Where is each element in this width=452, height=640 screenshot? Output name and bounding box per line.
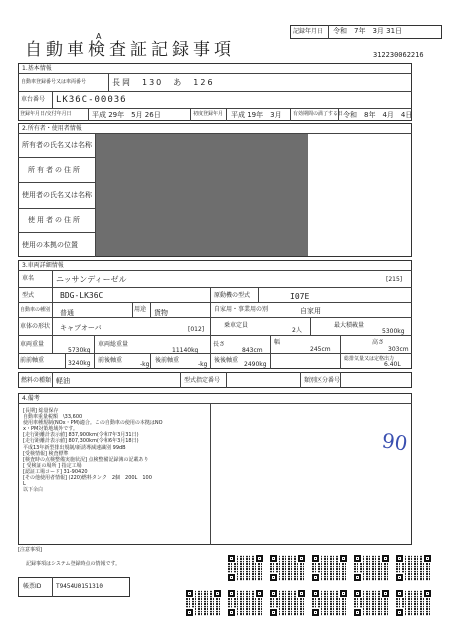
qr-code-4 bbox=[354, 555, 389, 581]
height-value: 303cm bbox=[388, 346, 409, 353]
vehicle-section-label: 3.車両詳細情報 bbox=[22, 262, 64, 269]
kind-label: 自動車の種別 bbox=[20, 307, 51, 313]
capacity-label: 乗車定員 bbox=[224, 322, 249, 329]
qr-code-6 bbox=[186, 590, 221, 616]
maxload-value: 5300kg bbox=[382, 328, 405, 335]
front2-axle-label: 前後軸重 bbox=[98, 357, 123, 364]
rear2-axle-label: 後後軸重 bbox=[214, 357, 239, 364]
document-title: 自動車検査証記録事項 bbox=[25, 40, 235, 60]
user-address-label: 使用者の住所 bbox=[28, 216, 82, 224]
notes-text: 記録事項はシステム登録時点の情報です。 bbox=[26, 561, 121, 567]
form-id-label: 帳票ID bbox=[23, 583, 42, 590]
name-code: [215] bbox=[386, 276, 403, 283]
width-label: 幅 bbox=[274, 339, 281, 346]
remark-line: 自動車重量税額 \33,600 bbox=[23, 414, 83, 421]
remark-line: [認証工場コード] 31-90420 bbox=[23, 468, 88, 475]
name-value: ニッサンディーゼル bbox=[56, 275, 127, 284]
base-location-label: 使用の本拠の位置 bbox=[22, 241, 78, 249]
qr-code-9 bbox=[312, 590, 347, 616]
front-axle-value: 3240kg bbox=[68, 360, 91, 367]
shape-code: [012] bbox=[188, 326, 205, 333]
qr-code-2 bbox=[270, 555, 305, 581]
weight-value: 5730kg bbox=[68, 347, 91, 354]
owner-name-label: 所有者の氏名又は名称 bbox=[22, 141, 92, 149]
kind-value: 普通 bbox=[60, 309, 74, 317]
capacity-value: 2人 bbox=[292, 327, 302, 334]
rear2-axle-value: 2490kg bbox=[244, 361, 267, 368]
qr-code-1 bbox=[228, 555, 263, 581]
maxload-label: 最大積載量 bbox=[334, 322, 365, 329]
remark-line: L bbox=[23, 481, 26, 488]
owner-address-label: 所有者の住所 bbox=[28, 166, 82, 174]
record-date-label: 記録年月日 bbox=[293, 28, 324, 35]
remark-line: x・PM対策地域外です。 bbox=[23, 426, 78, 433]
basic-section-label: 1.基本情報 bbox=[22, 65, 52, 72]
chassis-value: LK36C-00036 bbox=[56, 95, 127, 105]
displacement-label: 総排気量又は定格出力 bbox=[344, 356, 395, 362]
front-axle-label: 前前軸重 bbox=[20, 357, 45, 364]
remark-line: [検査時の点検整備実施状況] 点検整備記録簿の記載あり bbox=[23, 456, 149, 463]
length-label: 長さ bbox=[213, 341, 226, 348]
remarks-section-label: 4.備考 bbox=[22, 395, 40, 402]
first-year-value: 平成 19年 3月 bbox=[231, 111, 282, 119]
first-reg-value: 平成 29年 5月 26日 bbox=[92, 111, 161, 119]
height-label: 高さ bbox=[372, 339, 385, 346]
qr-code-11 bbox=[396, 590, 431, 616]
shape-value: キャブオーバ bbox=[60, 324, 102, 332]
remark-line: [長期] 総量保存 bbox=[23, 408, 59, 414]
record-date-value: 令和 7年 3月 31日 bbox=[333, 27, 403, 35]
private-value: 自家用 bbox=[300, 307, 321, 315]
first-year-label: 初度登録年月 bbox=[193, 111, 224, 117]
shape-label: 車体の形状 bbox=[20, 323, 51, 330]
remarks-lines bbox=[23, 408, 223, 493]
redacted-owner-info bbox=[96, 134, 308, 256]
rear-axle-label: 後前軸重 bbox=[155, 357, 180, 364]
header-mark: A bbox=[96, 32, 102, 41]
document-number: 312230062216 bbox=[373, 51, 424, 59]
remark-line: [ 受検証の場所 ] 指定工場 bbox=[23, 462, 82, 469]
reg-number-value: 長岡 130 あ 126 bbox=[112, 78, 215, 87]
gross-label: 車両総重量 bbox=[98, 341, 129, 348]
remark-line: [その他使用者情報] (220)燃料タンク 2個 200L 100 bbox=[23, 475, 152, 482]
remark-line: [走行距離計表示値] 807,300km(令和6年3月18日) bbox=[23, 438, 139, 445]
gross-value: 11140kg bbox=[172, 347, 199, 354]
model-value: BDG-LK36C bbox=[60, 291, 104, 300]
rear-axle-value: -kg bbox=[198, 361, 208, 368]
weight-label: 車両重量 bbox=[20, 341, 45, 348]
use-label: 用途 bbox=[134, 306, 147, 313]
remark-line: [受検情報] 検査標準 bbox=[23, 450, 69, 457]
qr-code-8 bbox=[270, 590, 305, 616]
engine-value: I07E bbox=[290, 292, 310, 301]
class-no-label: 類別区分番号 bbox=[304, 377, 341, 384]
type-no-label: 型式指定番号 bbox=[184, 377, 221, 384]
front2-axle-value: -kg bbox=[140, 361, 150, 368]
expiry-value: 令和 8年 4月 4日 bbox=[343, 111, 413, 119]
name-label: 車名 bbox=[22, 275, 35, 282]
first-reg-label: 登録年月日/交付年月日 bbox=[20, 111, 72, 117]
form-id-value: T9454U0151310 bbox=[56, 583, 103, 590]
displacement-value: 6.40L bbox=[384, 361, 401, 368]
qr-code-10 bbox=[354, 590, 389, 616]
handwritten-note: 90 bbox=[380, 428, 409, 456]
width-value: 245cm bbox=[310, 346, 331, 353]
model-label: 型式 bbox=[22, 292, 35, 299]
private-label: 自家用・事業用の別 bbox=[214, 306, 269, 313]
user-name-label: 使用者の氏名又は名称 bbox=[22, 191, 92, 199]
fuel-label: 燃料の種類 bbox=[21, 377, 52, 384]
qr-code-3 bbox=[312, 555, 347, 581]
length-value: 843cm bbox=[242, 347, 263, 354]
remark-line: 使用車種規制(NOx・PM)適合。この自動車の使用の本拠はNO bbox=[23, 420, 163, 427]
engine-label: 原動機の型式 bbox=[214, 292, 251, 299]
qr-code-5 bbox=[396, 555, 431, 581]
remark-line: [走行距離計表示値] 837,900km(令和7年3月31日) bbox=[23, 432, 139, 439]
chassis-label: 車台番号 bbox=[21, 96, 46, 103]
remark-line: 以下余白 bbox=[23, 487, 44, 494]
qr-code-7 bbox=[228, 590, 263, 616]
reg-number-label: 自動車登録番号又は車両番号 bbox=[21, 79, 87, 85]
notes-label: [注意事項] bbox=[18, 547, 42, 553]
remark-line: 平成13年新型排出規制/新誘導減速識別 99dB bbox=[23, 444, 126, 451]
use-value: 貨物 bbox=[154, 309, 168, 317]
expiry-label: 有効期間の満了する日 bbox=[293, 111, 344, 117]
owner-section-label: 2.所有者・使用者情報 bbox=[22, 125, 82, 132]
fuel-value: 軽油 bbox=[56, 377, 70, 385]
